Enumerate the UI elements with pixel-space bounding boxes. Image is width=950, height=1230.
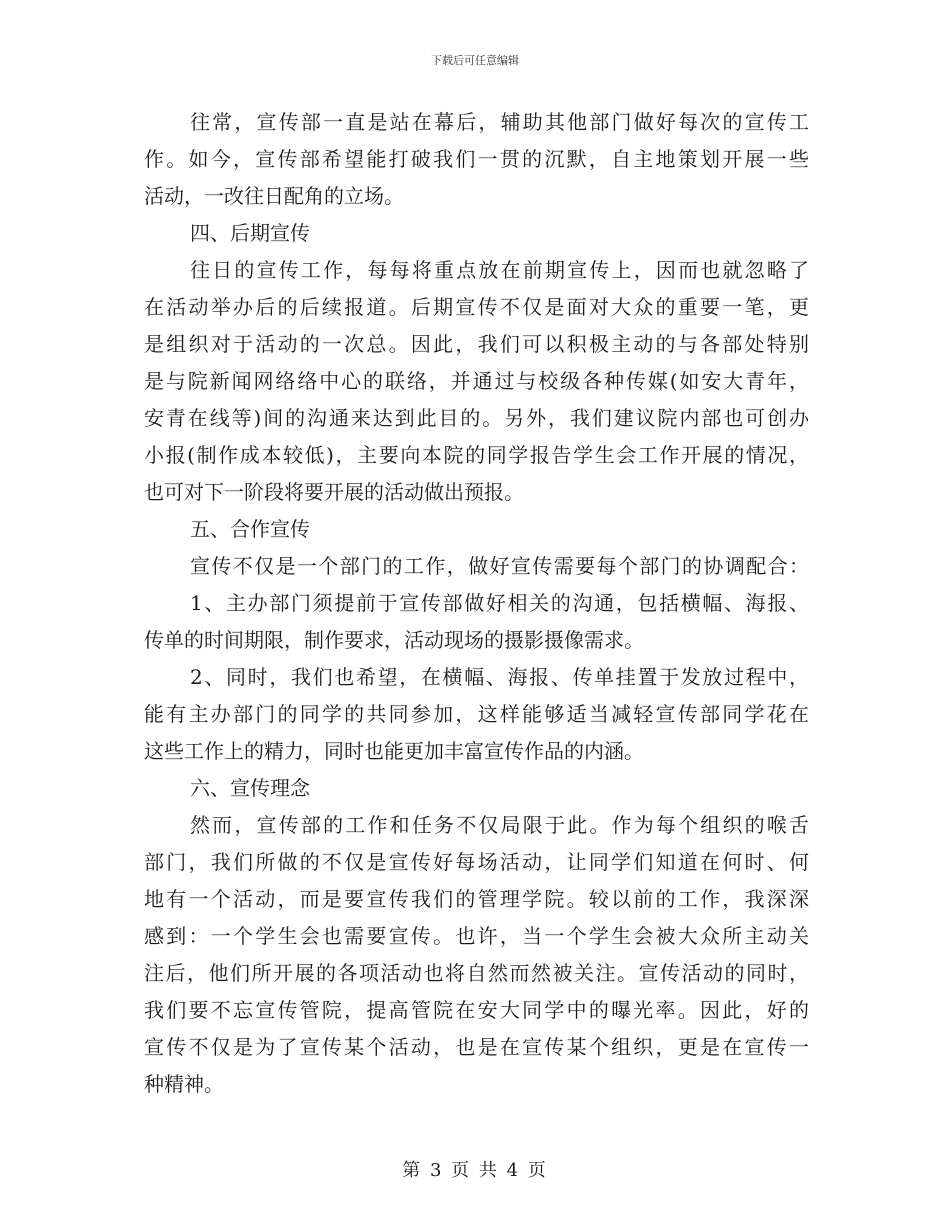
text-line: 作。如今，宣传部希望能打破我们一贯的沉默，自主地策划开展一些 [144,147,809,171]
document-body [144,104,809,1103]
text-line: 安青在线等)间的沟通来达到此目的。另外，我们建议院内部也可创办 [144,406,809,430]
text-line: 感到：一个学生会也需要宣传。也许，当一个学生会被大众所主动关 [144,924,809,948]
text-line: 宣传不仅是为了宣传某个活动，也是在宣传某个组织，更是在宣传一 [144,1035,809,1059]
text-line: 宣传不仅是一个部门的工作，做好宣传需要每个部门的协调配合： [190,554,809,578]
text-line: 六、宣传理念 [190,776,310,800]
text-line: 往常，宣传部一直是站在幕后，辅助其他部门做好每次的宣传工 [190,110,809,134]
text-line: 是与院新闻网络络中心的联络，并通过与校级各种传媒(如安大青年， [144,369,809,393]
text-line: 部门，我们所做的不仅是宣传好每场活动，让同学们知道在何时、何 [144,850,809,874]
text-line: 传单的时间期限，制作要求，活动现场的摄影摄像需求。 [144,628,644,652]
text-line: 我们要不忘宣传管院，提高管院在安大同学中的曝光率。因此，好的 [144,998,809,1022]
text-line: 小报(制作成本较低)，主要向本院的同学报告学生会工作开展的情况， [144,443,809,467]
text-line: 是组织对于活动的一次总。因此，我们可以积极主动的与各部处特别 [144,332,809,356]
page-footer: 第 3 页 共 4 页 [402,1160,548,1181]
text-line: 四、后期宣传 [190,221,310,245]
text-line: 在活动举办后的后续报道。后期宣传不仅是面对大众的重要一笔，更 [144,295,809,319]
text-line: 种精神。 [144,1072,224,1096]
text-line: 1、主办部门须提前于宣传部做好相关的沟通，包括横幅、海报、 [190,591,809,615]
text-line: 2、同时，我们也希望，在横幅、海报、传单挂置于发放过程中， [190,665,809,689]
text-line: 地有一个活动，而是要宣传我们的管理学院。较以前的工作，我深深 [144,887,809,911]
page-header: 下载后可任意编辑 [431,54,519,67]
text-line: 也可对下一阶段将要开展的活动做出预报。 [144,480,524,504]
text-line: 五、合作宣传 [190,517,310,541]
text-line: 注后，他们所开展的各项活动也将自然而然被关注。宣传活动的同时， [144,961,809,985]
text-line: 然而，宣传部的工作和任务不仅局限于此。作为每个组织的喉舌 [190,813,809,837]
text-line: 这些工作上的精力，同时也能更加丰富宣传作品的内涵。 [144,739,644,763]
text-line: 能有主办部门的同学的共同参加，这样能够适当减轻宣传部同学花在 [144,702,809,726]
text-line: 往日的宣传工作，每每将重点放在前期宣传上，因而也就忽略了 [190,258,809,282]
text-line: 活动，一改往日配角的立场。 [144,184,404,208]
